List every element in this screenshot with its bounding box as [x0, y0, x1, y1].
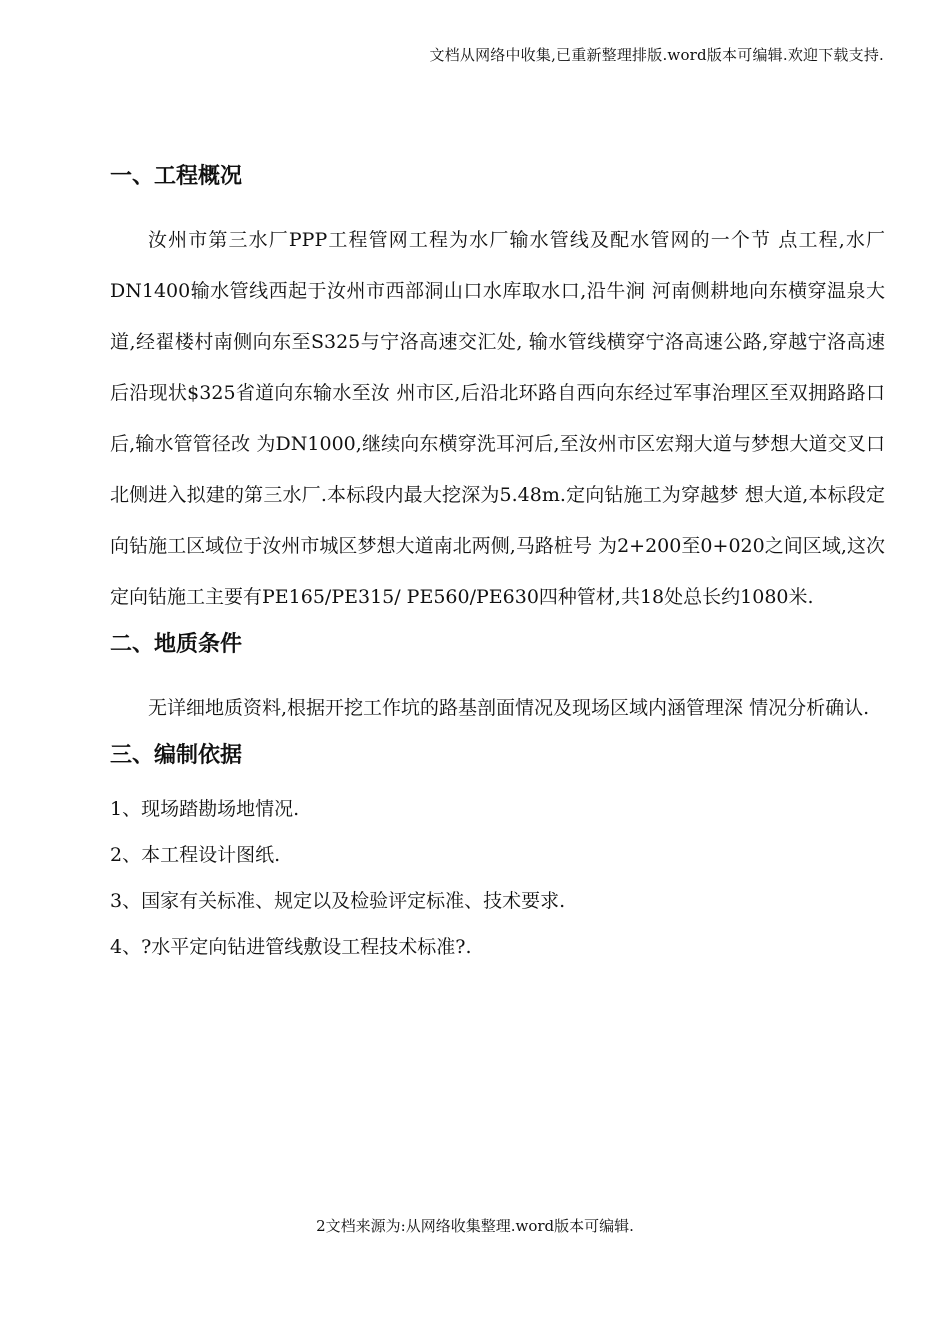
list-item: 2、本工程设计图纸. [110, 844, 281, 866]
basis-list [110, 786, 885, 970]
section-heading-basis: 三、编制依据 [110, 743, 243, 768]
section-heading-overview: 一、工程概况 [110, 164, 243, 189]
list-item: 4、?水平定向钻进管线敷设工程技术标准?. [110, 936, 472, 958]
document-body [110, 155, 885, 970]
geology-paragraph: 无详细地质资料,根据开挖工作坑的路基剖面情况及现场区域内涵管理深 情况分析确认. [148, 697, 870, 719]
section-heading-geology: 二、地质条件 [110, 632, 243, 657]
list-item: 3、国家有关标准、规定以及检验评定标准、技术要求. [110, 890, 566, 912]
header-note: 文档从网络中收集,已重新整理排版.word版本可编辑.欢迎下载支持. [429, 46, 884, 64]
footer-note: 2文档来源为:从网络收集整理.word版本可编辑. [316, 1217, 634, 1235]
overview-paragraph: 汝州市第三水厂PPP工程管网工程为水厂输水管线及配水管网的一个节 点工程,水厂DN1400输水管线西起于汝州市西部洞山口水库取水口,沿牛涧 河南侧耕地向东横穿温泉大道,经翟楼村南侧向东至S325与宁洛高速交汇处, 输水管线横穿宁洛高速公路,穿越宁洛高速后沿现状$325省道向东输水至汝 州市区,后沿北环路自西向东经过军事治理区至双拥路路口后,输水管管径改 为DN1000,继续向东横穿洗耳河后,至汝州市区宏翔大道与梦想大道交叉口 北侧进入拟建的第三水厂.本标段内最大挖深为5.48m.定向钻施工为穿越梦 想大道,本标段定向钻施工区域位于汝州市城区梦想大道南北两侧,马路桩号 为2+200至0+020之间区域,这次定向钻施工主要有PE165/PE315/ PE560/PE630四种管材,共18处总长约1080米. [110, 229, 885, 608]
list-item: 1、现场踏勘场地情况. [110, 798, 300, 820]
